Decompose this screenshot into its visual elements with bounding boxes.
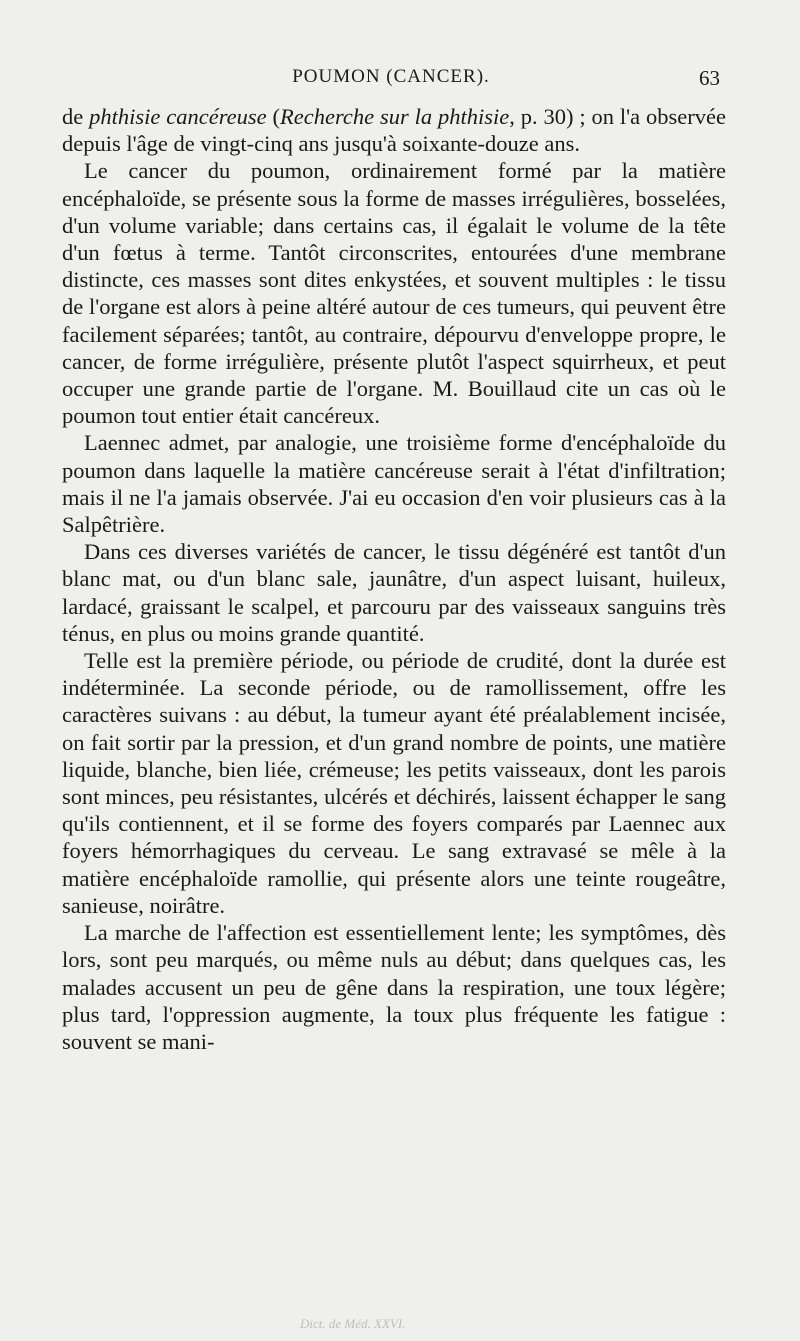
text-segment: Le cancer du poumon, ordinairement formé par la matière encéphaloïde, se présente sous la forme de masses irrégulières, bosselées, d'un volume variable; dans certains cas, il égalait le volume de la tête d'un fœtus à terme. Tantôt circonscrites, entourées d'une membrane distincte, ces masses sont dites enkystées, et souvent multiples : le tissu de l'organe est alors à peine altéré autour de ces tumeurs, qui peuvent être facilement séparées; tantôt, au contraire, dépourvu d'enveloppe propre, le cancer, de forme irrégulière, présente plutôt l'aspect squirrheux, et peut occuper une grande partie de l'organe. M. Bouillaud cite un cas où le poumon tout entier était cancéreux. xyxy=(62,158,726,429)
italic-text: Recherche sur la phthisie xyxy=(279,104,510,129)
text-segment: Laennec admet, par analogie, une troisième forme d'encéphaloïde du poumon dans laquelle la matière cancéreuse serait à l'état d'infiltration; mais il ne l'a jamais observée. J'ai eu occasion d'en voir plusieurs cas à la Salpêtrière. xyxy=(62,430,726,538)
paragraph xyxy=(62,538,726,647)
paragraph xyxy=(62,157,726,429)
body-text xyxy=(62,103,726,1055)
text-segment: de xyxy=(62,104,90,129)
text-segment: Telle est la première période, ou période de crudité, dont la durée est indéterminée. La seconde période, ou de ramollissement, offre les caractères suivans : au début, la tumeur ayant été préalablement incisée, on fait sortir par la pression, et d'un grand nombre de points, une matière liquide, blanche, bien liée, crémeuse; les petits vaisseaux, dont les parois sont minces, peu résistantes, ulcérés et déchirés, laissent échapper le sang qu'ils contiennent, et il se forme des foyers comparés par Laennec aux foyers hémorrhagiques du cerveau. Le sang extravasé se mêle à la matière encéphaloïde ramollie, qui présente alors une teinte rougeâtre, sanieuse, noirâtre. xyxy=(62,648,726,918)
page-header xyxy=(62,66,720,92)
text-segment: , p. 30) ; on l'a observée depuis l'âge de vingt-cinq ans jusqu'à soixante-douze ans. xyxy=(62,104,726,157)
signature-mark: Dict. de Méd. XXVI. xyxy=(300,1316,406,1331)
page-number: 63 xyxy=(699,66,720,90)
paragraph xyxy=(62,919,726,1055)
text-segment: Dans ces diverses variétés de cancer, le tissu dégénéré est tantôt d'un blanc mat, ou d'un blanc sale, jaunâtre, d'un aspect luisant, huileux, lardacé, graissant le scalpel, et parcouru par des vaisseaux sanguins très ténus, en plus ou moins grande quantité. xyxy=(62,539,726,646)
text-segment: La marche de l'affection est essentiellement lente; les symptômes, dès lors, sont peu marqués, ou même nuls au début; dans quelques cas, les malades accusent un peu de gêne dans la respiration, une toux légère; plus tard, l'oppression augmente, la toux plus fréquente les fatigue : souvent se mani- xyxy=(62,920,726,1054)
italic-text: phthisie cancéreuse xyxy=(89,104,267,129)
running-title: POUMON (CANCER). xyxy=(292,66,490,87)
paragraph xyxy=(62,647,726,919)
text-segment: ( xyxy=(266,104,280,129)
paragraph xyxy=(62,103,726,157)
paragraph xyxy=(62,429,726,538)
